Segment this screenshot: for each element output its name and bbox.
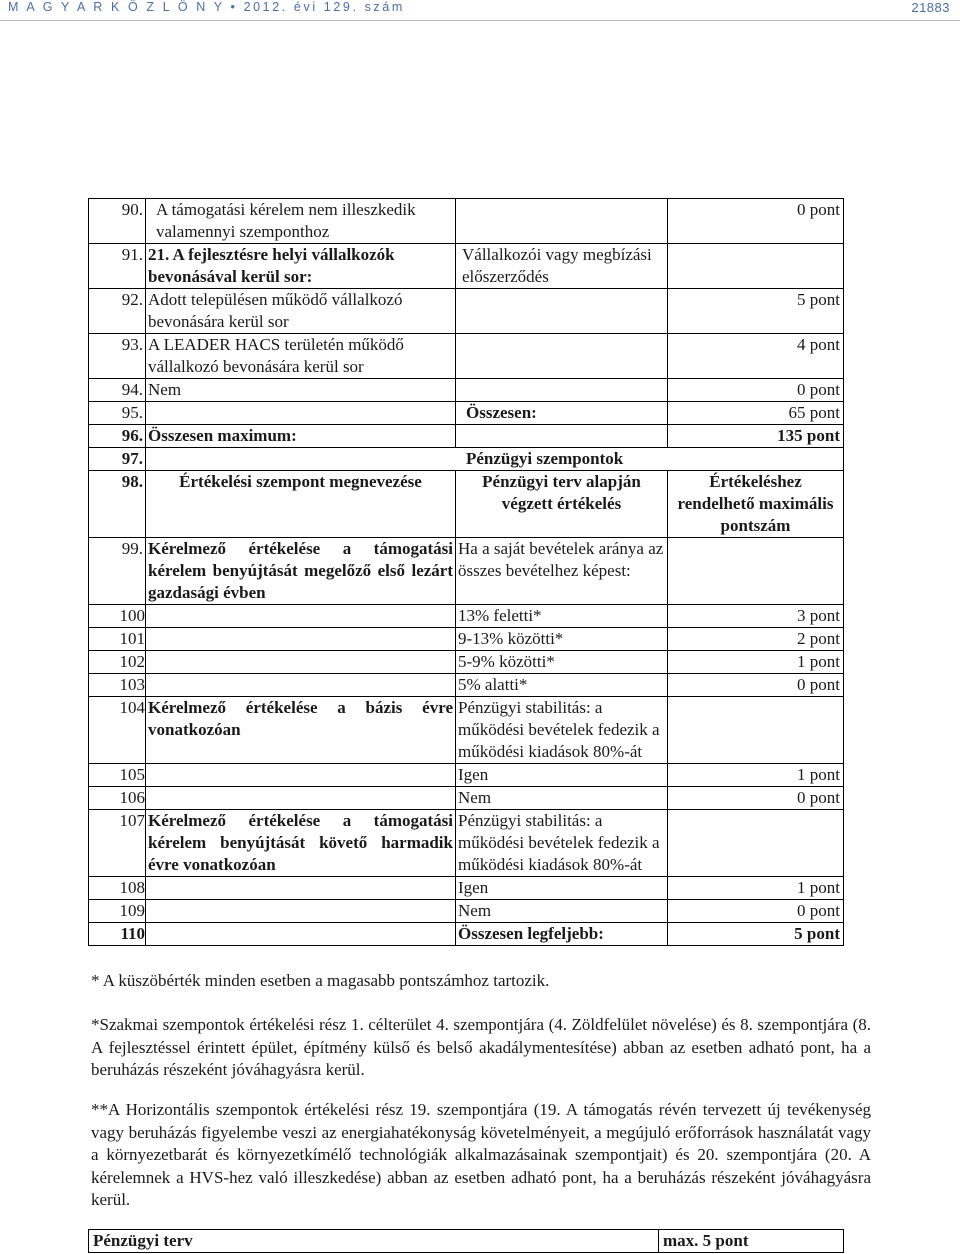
row-number: 101 xyxy=(89,628,146,651)
criterion-detail xyxy=(456,425,668,448)
criterion-detail: 5% alatti* xyxy=(456,674,668,697)
criterion-desc: Kérelmező értékelése a támogatási kérelem benyújtását követő harmadik évre vonatkozóan xyxy=(146,810,456,877)
points xyxy=(668,810,844,877)
row-number: 97. xyxy=(89,448,146,471)
total-label: Összesen: xyxy=(456,402,668,425)
points: 0 pont xyxy=(668,379,844,402)
financial-plan-table xyxy=(88,1229,844,1253)
table-row xyxy=(89,334,844,379)
note-professional-criteria: *Szakmai szempontok értékelési rész 1. célterület 4. szempontjára (4. Zöldfelület növelése) és 8. szempontjára (8. A fejlesztéssel érintett épület, építmény külső és belső akadálymentesítése) abban az esetben adható pont, ha a beruházás részeként jóváhagyásra kerül. xyxy=(91,1015,871,1079)
table-row xyxy=(89,471,844,538)
criterion-detail xyxy=(456,289,668,334)
table-row xyxy=(89,628,844,651)
criterion-detail: Nem xyxy=(456,787,668,810)
points: 1 pont xyxy=(668,651,844,674)
criterion-desc xyxy=(146,787,456,810)
points: 1 pont xyxy=(668,877,844,900)
table-row xyxy=(89,448,844,471)
scoring-table xyxy=(88,198,844,946)
financial-plan-label: Pénzügyi terv xyxy=(89,1230,659,1253)
criterion-detail: 13% feletti* xyxy=(456,605,668,628)
criterion-desc: 21. A fejlesztésre helyi vállalkozók bevonásával kerül sor: xyxy=(146,244,456,289)
points xyxy=(668,244,844,289)
points xyxy=(668,538,844,605)
row-number: 91. xyxy=(89,244,146,289)
page-number: 21883 xyxy=(911,0,950,15)
table-row xyxy=(89,425,844,448)
criterion-desc: A támogatási kérelem nem illeszkedik valamennyi szemponthoz xyxy=(146,199,456,244)
row-number: 100 xyxy=(89,605,146,628)
header-rule xyxy=(0,20,960,21)
criterion-detail: Ha a saját bevételek aránya az összes bevételhez képest: xyxy=(456,538,668,605)
row-number: 106 xyxy=(89,787,146,810)
criterion-desc xyxy=(146,674,456,697)
table-row xyxy=(89,289,844,334)
table-row xyxy=(89,900,844,923)
table-row xyxy=(89,244,844,289)
row-number: 96. xyxy=(89,425,146,448)
table-row xyxy=(89,697,844,764)
table-row xyxy=(89,402,844,425)
table-row xyxy=(89,923,844,946)
points: 4 pont xyxy=(668,334,844,379)
criterion-detail xyxy=(456,199,668,244)
row-number: 109 xyxy=(89,900,146,923)
criterion-detail: Nem xyxy=(456,900,668,923)
row-number: 103 xyxy=(89,674,146,697)
criterion-detail xyxy=(456,334,668,379)
table-row xyxy=(89,787,844,810)
criterion-desc: Adott településen működő vállalkozó bevonására kerül sor xyxy=(146,289,456,334)
section-title: Pénzügyi szempontok xyxy=(146,448,844,471)
table-row xyxy=(89,877,844,900)
row-number: 90. xyxy=(89,199,146,244)
page-header xyxy=(0,0,960,22)
points: 0 pont xyxy=(668,900,844,923)
row-number: 110 xyxy=(89,923,146,946)
points: 2 pont xyxy=(668,628,844,651)
financial-plan-max: max. 5 pont xyxy=(659,1230,844,1253)
criterion-desc xyxy=(146,877,456,900)
points: 135 pont xyxy=(668,425,844,448)
criterion-desc xyxy=(146,900,456,923)
table-row xyxy=(89,1230,844,1253)
row-number: 105 xyxy=(89,764,146,787)
points: 65 pont xyxy=(668,402,844,425)
table-row xyxy=(89,538,844,605)
table-row xyxy=(89,379,844,402)
row-number: 108 xyxy=(89,877,146,900)
criterion-desc xyxy=(146,651,456,674)
row-number: 107 xyxy=(89,810,146,877)
row-number: 93. xyxy=(89,334,146,379)
criterion-detail: Vállalkozói vagy megbízási előszerződés xyxy=(456,244,668,289)
column-header: Értékeléshez rendelhető maximális pontszám xyxy=(668,471,844,538)
criterion-desc: Kérelmező értékelése a bázis évre vonatkozóan xyxy=(146,697,456,764)
total-label: Összesen legfeljebb: xyxy=(456,923,668,946)
criterion-detail: Pénzügyi stabilitás: a működési bevételek fedezik a működési kiadások 80%-át xyxy=(456,697,668,764)
criterion-detail xyxy=(456,379,668,402)
points: 5 pont xyxy=(668,923,844,946)
row-number: 92. xyxy=(89,289,146,334)
row-number: 104 xyxy=(89,697,146,764)
criterion-desc xyxy=(146,402,456,425)
table-row xyxy=(89,199,844,244)
criterion-desc: A LEADER HACS területén működő vállalkozó bevonására kerül sor xyxy=(146,334,456,379)
criterion-detail: Pénzügyi stabilitás: a működési bevételek fedezik a működési kiadások 80%-át xyxy=(456,810,668,877)
points: 1 pont xyxy=(668,764,844,787)
table-row xyxy=(89,810,844,877)
points xyxy=(668,697,844,764)
criterion-desc: Összesen maximum: xyxy=(146,425,456,448)
criterion-desc: Nem xyxy=(146,379,456,402)
points: 5 pont xyxy=(668,289,844,334)
column-header: Értékelési szempont megnevezése xyxy=(146,471,456,538)
criterion-detail: 5-9% közötti* xyxy=(456,651,668,674)
criterion-desc xyxy=(146,923,456,946)
criterion-detail: Igen xyxy=(456,764,668,787)
column-header: Pénzügyi terv alapján végzett értékelés xyxy=(456,471,668,538)
criterion-desc xyxy=(146,628,456,651)
points: 0 pont xyxy=(668,674,844,697)
points: 0 pont xyxy=(668,787,844,810)
table-row xyxy=(89,605,844,628)
criterion-desc xyxy=(146,764,456,787)
points: 0 pont xyxy=(668,199,844,244)
table-row xyxy=(89,651,844,674)
criterion-detail: 9-13% közötti* xyxy=(456,628,668,651)
criterion-detail: Igen xyxy=(456,877,668,900)
footnote-threshold: * A küszöbérték minden esetben a magasabb pontszámhoz tartozik. xyxy=(91,971,550,990)
table-row xyxy=(89,764,844,787)
note-horizontal-criteria: **A Horizontális szempontok értékelési rész 19. szempontjára (19. A támogatás révén tervezett új tevékenység vagy beruházás figyelembe veszi az energiahatékonyság követelményeit, a megújuló erőforrások használatát vagy a környezetbarát és környezetkímélő technológiák alkalmazásainak szempontjait) és 20. szempontjára (20. A kérelemnek a HVS-hez való illeszkedése) abban az esetben adható pont, ha a beruházás részeként jóváhagyásra kerül. xyxy=(91,1100,871,1209)
row-number: 95. xyxy=(89,402,146,425)
criterion-desc: Kérelmező értékelése a támogatási kérelem benyújtását megelőző első lezárt gazdasági évben xyxy=(146,538,456,605)
journal-title: M A G Y A R K Ö Z L Ö N Y • 2012. évi 129. szám xyxy=(8,0,405,14)
row-number: 98. xyxy=(89,471,146,538)
table-row xyxy=(89,674,844,697)
row-number: 102 xyxy=(89,651,146,674)
criterion-desc xyxy=(146,605,456,628)
row-number: 99. xyxy=(89,538,146,605)
row-number: 94. xyxy=(89,379,146,402)
points: 3 pont xyxy=(668,605,844,628)
